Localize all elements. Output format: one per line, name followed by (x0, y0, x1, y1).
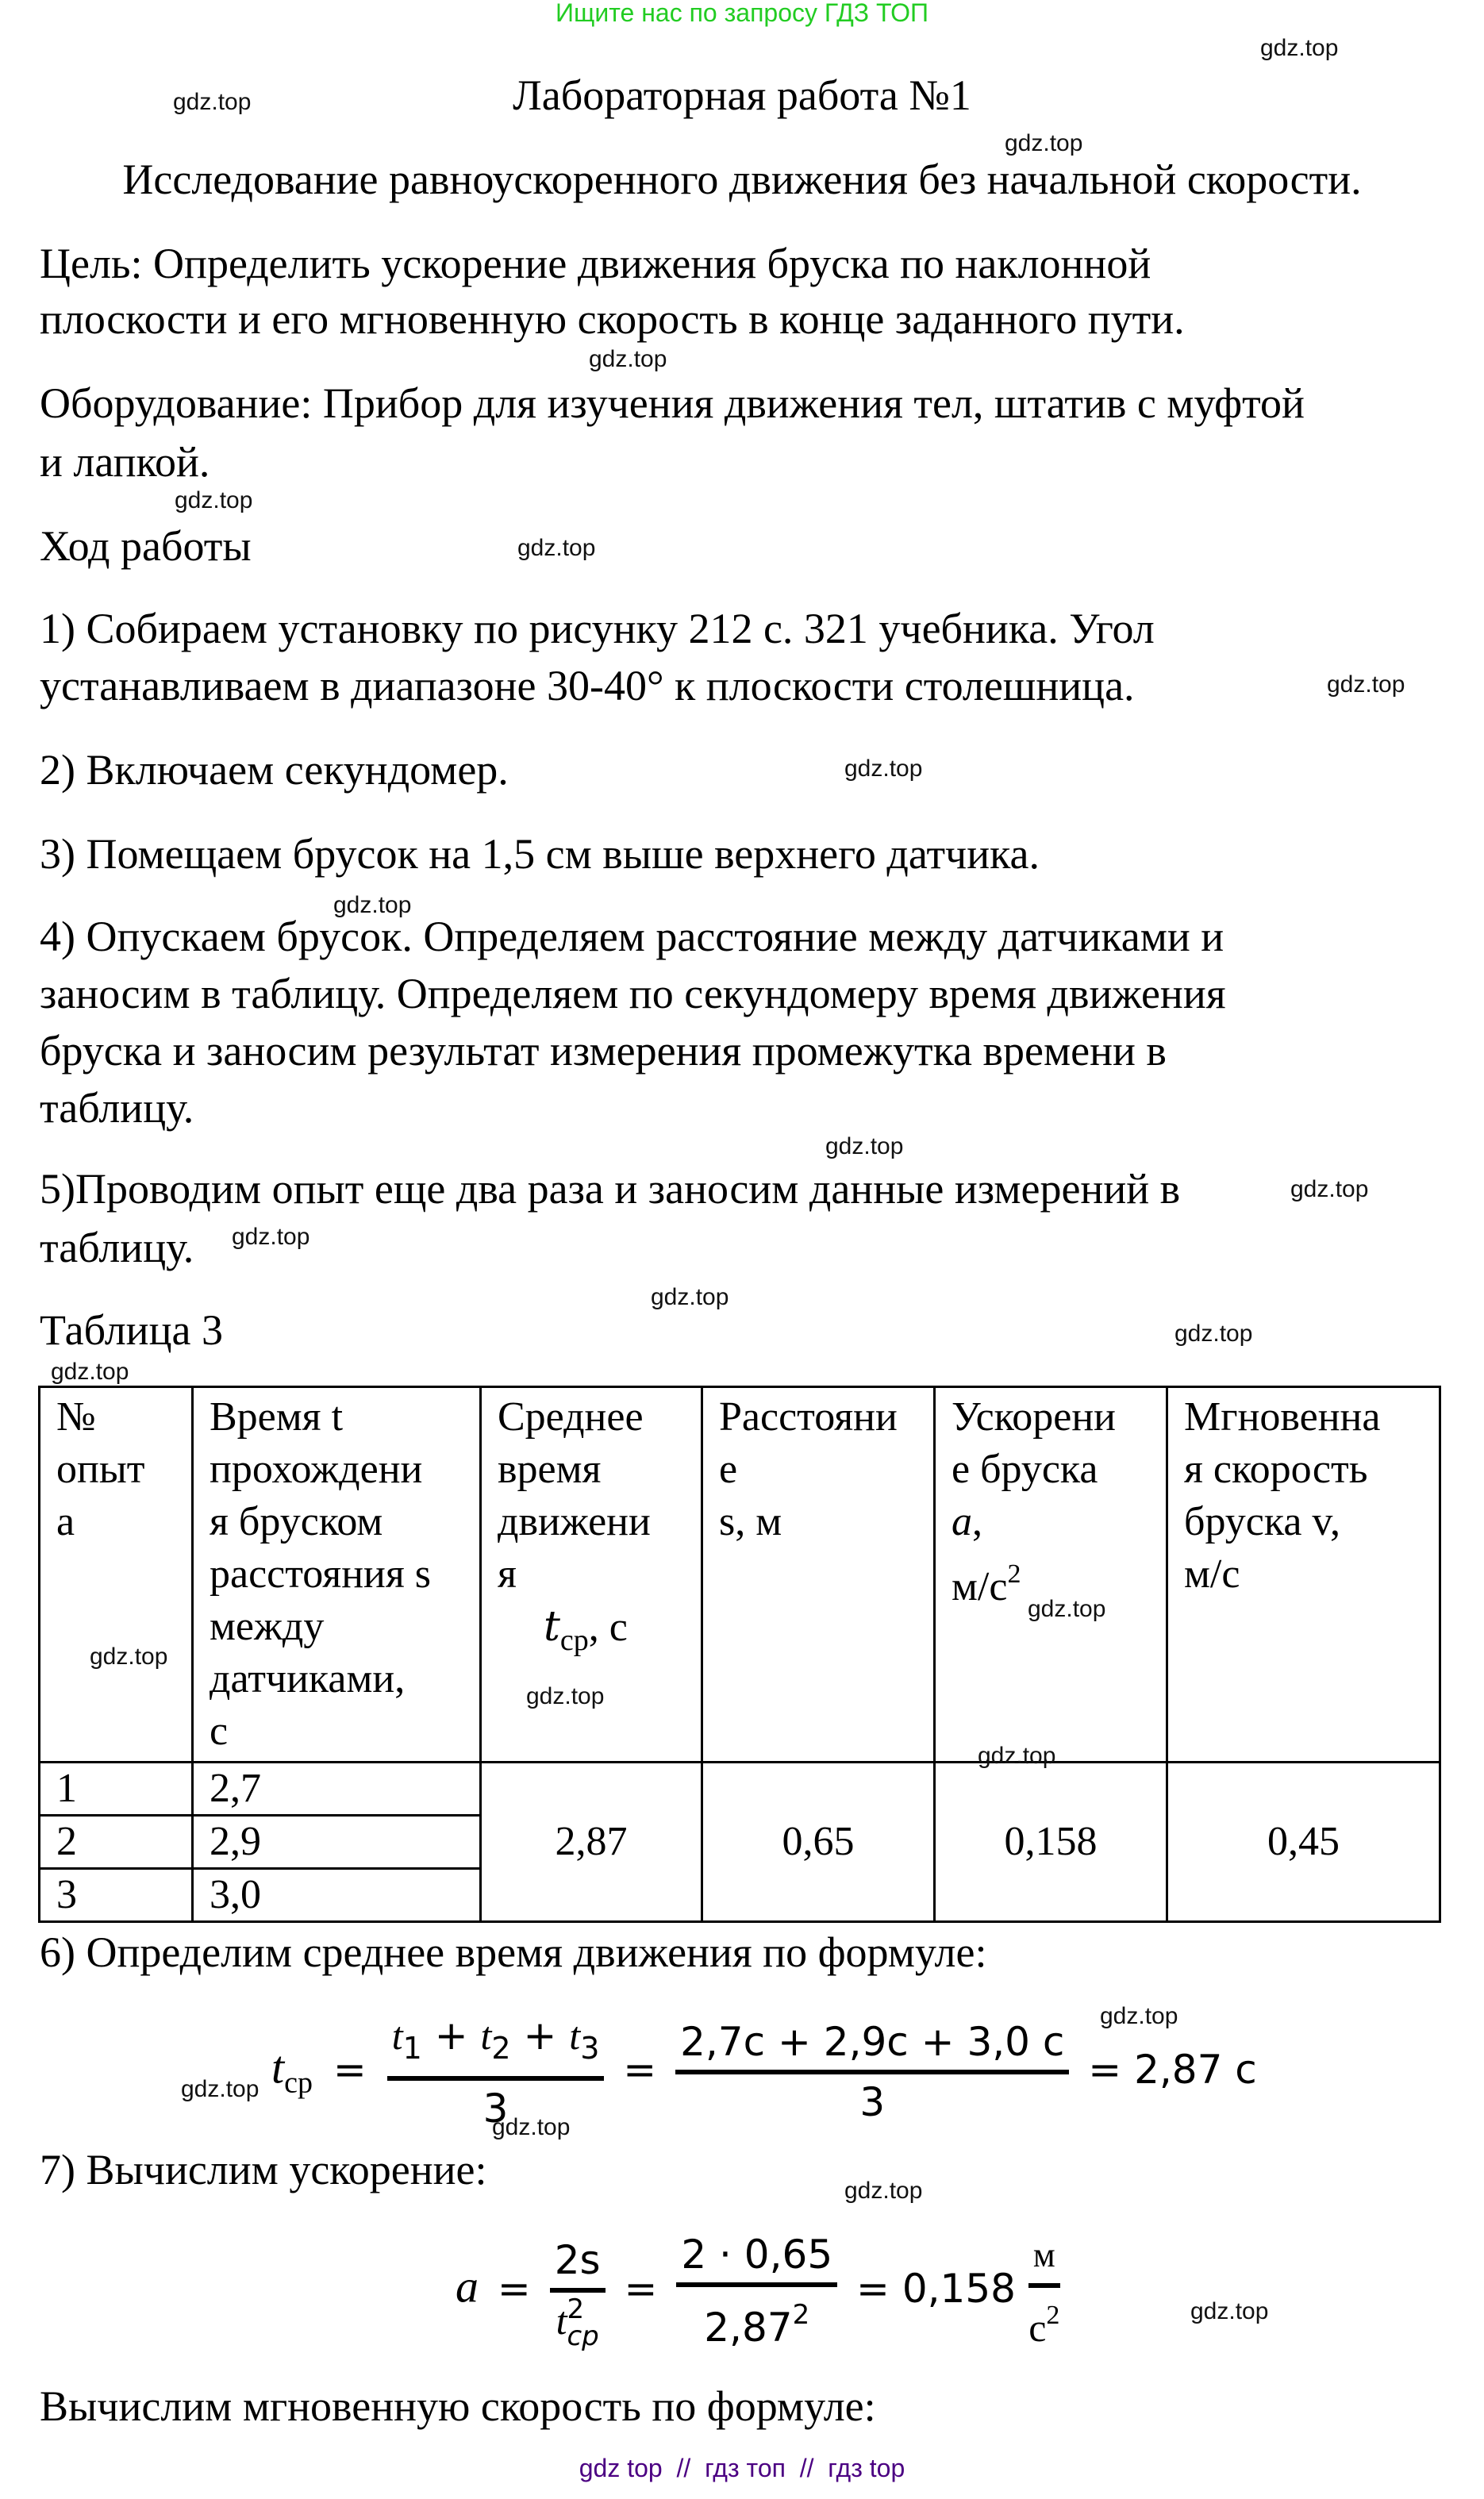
fraction (550, 2232, 606, 2351)
cell-s: 0,65 (702, 1763, 935, 1922)
header-line: Время t (210, 1394, 344, 1440)
denominator: 3 (859, 2079, 886, 2125)
table-caption: Таблица 3 (40, 1306, 223, 1354)
header-tcp-symbol (498, 1601, 685, 1667)
symbol: t (391, 2013, 403, 2058)
step-1-line-2: устанавливаем в диапазоне 30-40° к плоскости столешница. (40, 662, 1135, 709)
results-table (38, 1386, 1441, 1923)
unit: с (1028, 2305, 1047, 2350)
watermark: gdz.top (51, 1359, 129, 1385)
header-line: Мгновенна (1184, 1394, 1381, 1440)
watermark: gdz.top (232, 1224, 310, 1250)
header-experiment-number (40, 1387, 193, 1763)
header-line: движени (498, 1499, 651, 1544)
base: 2,87 (704, 2305, 793, 2351)
fraction (387, 2008, 605, 2136)
header-velocity (1167, 1387, 1440, 1763)
header-line: s, м (719, 1499, 782, 1544)
step-2: 2) Включаем секундомер. (40, 746, 509, 794)
header-line: я (498, 1551, 517, 1597)
watermark: gdz.top (526, 1683, 605, 1709)
cell-a: 0,158 (935, 1763, 1167, 1922)
header-distance (702, 1387, 935, 1763)
sup-sub-stack (567, 2293, 599, 2353)
plus: + (510, 2013, 570, 2059)
watermark: gdz.top (1190, 2298, 1269, 2324)
step-7: 7) Вычислим ускорение: (40, 2146, 487, 2193)
step-4-line-1: 4) Опускаем брусок. Определяем расстояние между датчиками и (40, 913, 1224, 960)
denominator (676, 2287, 837, 2355)
header-acceleration (935, 1387, 1167, 1763)
symbol: t (480, 2013, 492, 2058)
numerator: 2s (550, 2232, 606, 2293)
subscript: cp (567, 2320, 599, 2353)
watermark: gdz.top (517, 535, 596, 561)
superscript: 2 (567, 2293, 585, 2326)
step-4-line-3: бруска и заносим результат измерения промежутка времени в (40, 1027, 1167, 1075)
page-title: Лабораторная работа №1 (513, 71, 971, 119)
step-3: 3) Помещаем брусок на 1,5 см выше верхнего датчика. (40, 830, 1040, 878)
formula-average-time (271, 2008, 1257, 2136)
numerator (387, 2008, 605, 2081)
watermark: gdz.top (173, 89, 252, 115)
watermark: gdz.top (825, 1133, 904, 1159)
step-5-line-2: таблицу. (40, 1224, 194, 1271)
header-line: с (210, 1709, 229, 1754)
step-8: Вычислим мгновенную скорость по формуле: (40, 2382, 876, 2430)
step-6: 6) Определим среднее время движения по формуле: (40, 1928, 987, 1976)
header-line: Расстояни (719, 1394, 898, 1440)
step-5-line-1: 5)Проводим опыт еще два раза и заносим данные измерений в (40, 1165, 1181, 1213)
header-line: е (719, 1447, 738, 1492)
equipment-line-2: и лапкой. (40, 438, 210, 486)
superscript: 2 (792, 2299, 810, 2331)
unit-fraction (1028, 2228, 1060, 2355)
header-line: а (56, 1499, 75, 1544)
table-header-row (40, 1387, 1440, 1763)
subscript: ср (559, 1624, 589, 1657)
result: = 0,158 (856, 2265, 1016, 2312)
watermark: gdz.top (181, 2076, 260, 2102)
watermark: gdz.top (589, 346, 667, 372)
cell-n: 1 (40, 1763, 193, 1816)
watermark: gdz.top (1327, 671, 1405, 698)
equals: = (624, 2265, 658, 2312)
header-line: я бруском (210, 1499, 383, 1544)
watermark: gdz.top (1005, 130, 1083, 156)
symbol: t (556, 2297, 567, 2343)
symbol: t (271, 2041, 285, 2093)
watermark: gdz.top (651, 1284, 729, 1310)
denominator (550, 2293, 606, 2351)
subscript: 1 (402, 2031, 422, 2066)
equipment-line-1: Оборудование: Прибор для изучения движения тел, штатив с муфтой (40, 379, 1305, 427)
header-line: датчиками, (210, 1656, 406, 1701)
subscript: 2 (491, 2031, 511, 2066)
header-average-time (481, 1387, 702, 1763)
header-line: между (210, 1604, 325, 1649)
header-line: м/с (1184, 1551, 1240, 1597)
header-line: я скорость (1184, 1447, 1368, 1492)
watermark: gdz.top (90, 1644, 168, 1670)
procedure-heading: Ход работы (40, 522, 252, 570)
cell-t-avg: 2,87 (481, 1763, 702, 1922)
watermark: gdz.top (844, 2178, 923, 2204)
watermark: gdz.top (492, 2114, 571, 2140)
symbol: t (569, 2013, 581, 2058)
watermark: gdz.top (1290, 1176, 1369, 1202)
unit: , с (588, 1605, 628, 1650)
symbol: a (456, 2260, 479, 2313)
numerator: 2,7с + 2,9с + 3,0 с (675, 2014, 1069, 2074)
header-time (193, 1387, 481, 1763)
cell-n: 2 (40, 1816, 193, 1869)
cell-t: 2,7 (193, 1763, 481, 1816)
equals: = (623, 2046, 657, 2093)
formula-acceleration (456, 2227, 1060, 2355)
superscript: 2 (1046, 2300, 1060, 2330)
cell-t: 2,9 (193, 1816, 481, 1869)
watermark: gdz.top (1100, 2003, 1178, 2029)
table-row (40, 1763, 1440, 1816)
watermark: gdz.top (333, 892, 412, 918)
result: = 2,87 с (1088, 2046, 1257, 2093)
subscript: ср (284, 2066, 313, 2100)
numerator: 2 · 0,65 (676, 2227, 837, 2287)
watermark: gdz.top (1028, 1596, 1106, 1622)
watermark: gdz.top (844, 755, 923, 782)
header-line: е бруска (952, 1447, 1098, 1492)
header-line: бруска v, (1184, 1499, 1341, 1544)
watermark: gdz.top (978, 1743, 1056, 1769)
cell-v: 0,45 (1167, 1763, 1440, 1922)
equals: = (497, 2265, 531, 2312)
header-line: Среднее (498, 1394, 644, 1440)
unit: м/с (952, 1564, 1008, 1609)
goal-line-2: плоскости и его мгновенную скорость в конце заданного пути. (40, 295, 1185, 343)
fraction (676, 2227, 837, 2355)
symbol: a (952, 1499, 972, 1544)
superscript: 2 (1007, 1559, 1021, 1589)
watermark: gdz.top (175, 487, 253, 513)
header-line: Ускорени (952, 1394, 1117, 1440)
cell-t: 3,0 (193, 1869, 481, 1922)
numerator: м (1028, 2228, 1060, 2288)
goal-line-1: Цель: Определить ускорение движения бруска по наклонной (40, 240, 1151, 287)
header-line: прохождени (210, 1447, 423, 1492)
header-a-symbol (952, 1496, 1150, 1548)
watermark: gdz.top (1175, 1321, 1253, 1347)
page-subtitle: Исследование равноускоренного движения без начальной скорости. (122, 156, 1362, 203)
subscript: 3 (580, 2031, 600, 2066)
footer-banner[interactable]: gdz top // гдз топ // гдз top (579, 2454, 905, 2482)
header-line: расстояния s (210, 1551, 432, 1597)
step-4-line-4: таблицу. (40, 1084, 194, 1132)
watermark: gdz.top (1260, 35, 1339, 61)
denominator: 3 (482, 2086, 509, 2132)
fraction (675, 2014, 1069, 2130)
symbol: t (544, 1603, 560, 1651)
step-1-line-1: 1) Собираем установку по рисунку 212 с. 321 учебника. Угол (40, 605, 1155, 652)
top-banner[interactable]: Ищите нас по запросу ГДЗ ТОП (556, 0, 928, 27)
step-4-line-2: заносим в таблицу. Определяем по секундомеру время движения (40, 970, 1226, 1017)
plus: + (421, 2013, 481, 2059)
denominator (1028, 2288, 1060, 2355)
header-line: опыт (56, 1447, 145, 1492)
cell-n: 3 (40, 1869, 193, 1922)
equals: = (333, 2046, 367, 2093)
header-line: № (56, 1394, 96, 1440)
comma: , (972, 1499, 982, 1544)
header-line: время (498, 1447, 602, 1492)
